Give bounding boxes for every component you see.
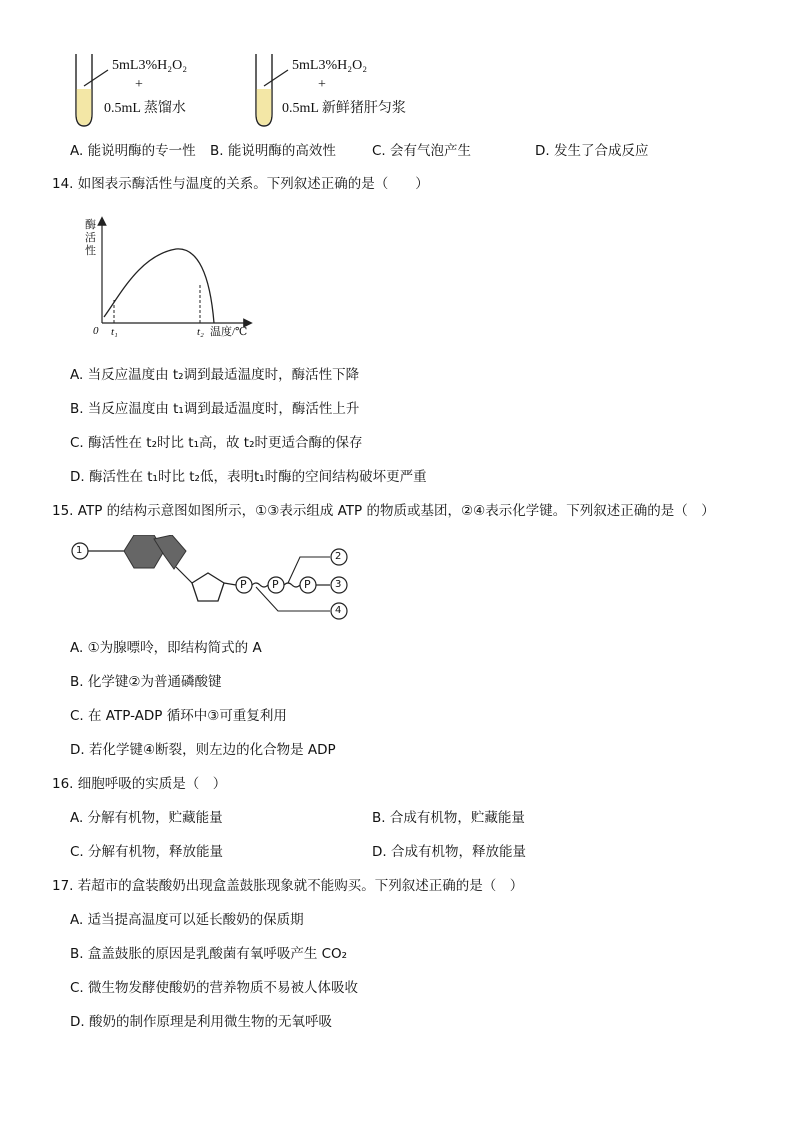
activity-curve [104, 249, 214, 323]
q15-option-a[interactable]: A. ①为腺嘌呤，即结构简式的 A [70, 640, 262, 656]
atp-label-4-text: 4 [335, 605, 342, 616]
tube1-additive: 0.5mL 蒸馏水 [104, 101, 186, 116]
graph-t1: t₁ [111, 326, 118, 338]
q17-option-a[interactable]: A. 适当提高温度可以延长酸奶的保质期 [70, 912, 304, 928]
q15-option-b[interactable]: B. 化学键②为普通磷酸键 [70, 674, 222, 690]
q13-option-c[interactable]: C. 会有气泡产生 [372, 143, 472, 159]
atp-label-2-text: 2 [335, 551, 342, 562]
q15-option-c[interactable]: C. 在 ATP-ADP 循环中③可重复利用 [70, 708, 287, 724]
q14-stem: 14. 如图表示酶活性与温度的关系。下列叙述正确的是（ ） [52, 176, 429, 192]
q17-option-b[interactable]: B. 盒盖鼓胀的原因是乳酸菌有氧呼吸产生 CO₂ [70, 946, 348, 962]
q14-option-b[interactable]: B. 当反应温度由 t₁调到最适温度时，酶活性上升 [70, 401, 360, 417]
q15-stem: 15. ATP 的结构示意图如图所示，①③表示组成 ATP 的物质或基团，②④表示化学键。下列叙述正确的是（ ） [52, 503, 715, 519]
atp-drawing [68, 535, 368, 625]
q13-option-d[interactable]: D. 发生了合成反应 [535, 143, 649, 159]
q17-option-d[interactable]: D. 酸奶的制作原理是利用微生物的无氧呼吸 [70, 1014, 332, 1030]
graph-ylabel-3: 性 [85, 245, 96, 257]
q13-option-a[interactable]: A. 能说明酶的专一性 [70, 143, 196, 159]
q15-option-d[interactable]: D. 若化学键④断裂，则左边的化合物是 ADP [70, 742, 336, 758]
atp-structure-diagram [68, 535, 368, 625]
q16-option-c[interactable]: C. 分解有机物，释放能量 [70, 844, 224, 860]
atp-label-1-text: 1 [76, 545, 83, 556]
q14-option-c[interactable]: C. 酶活性在 t₂时比 t₁高，故 t₂时更适合酶的保存 [70, 435, 363, 451]
graph-ylabel-1: 酶 [85, 219, 96, 231]
q16-option-b[interactable]: B. 合成有机物，贮藏能量 [372, 810, 525, 826]
q16-option-d[interactable]: D. 合成有机物，释放能量 [372, 844, 526, 860]
tube2-plus: + [318, 77, 326, 92]
atp-p3: P [304, 578, 311, 591]
tube2-additive: 0.5mL 新鲜猪肝匀浆 [282, 101, 406, 116]
atp-p2: P [272, 578, 279, 591]
test-tube-figure [60, 44, 460, 134]
q14-option-d[interactable]: D. 酶活性在 t₁时比 t₂低，表明t₁时酶的空间结构破坏更严重 [70, 469, 427, 485]
tube1-solution: 5mL3%H₂O₂ [112, 58, 188, 73]
q17-option-c[interactable]: C. 微生物发酵使酸奶的营养物质不易被人体吸收 [70, 980, 359, 996]
graph-xlabel: 温度/℃ [210, 326, 248, 338]
enzyme-temperature-graph [80, 215, 260, 345]
graph-ylabel-2: 活 [85, 232, 96, 244]
tube1-plus: + [135, 77, 143, 92]
atp-p1: P [240, 578, 247, 591]
q16-option-a[interactable]: A. 分解有机物，贮藏能量 [70, 810, 223, 826]
q13-option-b[interactable]: B. 能说明酶的高效性 [210, 143, 336, 159]
graph-origin: 0 [93, 325, 99, 337]
q14-option-a[interactable]: A. 当反应温度由 t₂调到最适温度时，酶活性下降 [70, 367, 360, 383]
atp-label-3-text: 3 [335, 579, 342, 590]
q17-stem: 17. 若超市的盒装酸奶出现盒盖鼓胀现象就不能购买。下列叙述正确的是（ ） [52, 878, 524, 894]
tube2-solution: 5mL3%H₂O₂ [292, 58, 368, 73]
q16-stem: 16. 细胞呼吸的实质是（ ） [52, 776, 227, 792]
graph-t2: t₂ [197, 326, 204, 338]
